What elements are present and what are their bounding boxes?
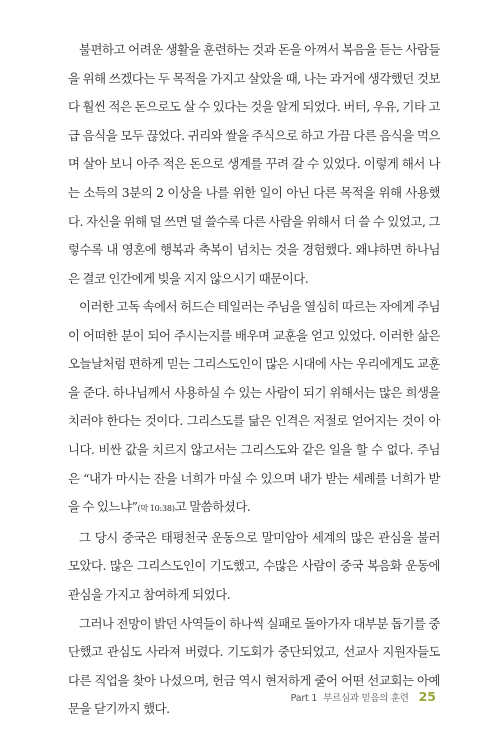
paragraph: 불편하고 어려운 생활을 훈련하는 것과 돈을 아껴서 복음을 듣는 사람들을 위해 쓰겠다는 두 목적을 가지고 살았을 때, 나는 과거에 생각했던 것보다 훨씬 적은 돈으로도 살 수 있다는 것을 알게 되었다. 버터, 우유, 기타 고급 음식을 모두 끊었다. 귀리와 쌀을 주식으로 하고 가끔 다른 음식을 먹으며 살아 보니 아주 적은 돈으로 생계를 꾸려 갈 수 있었다. 이렇게 해서 나는 소득의 3분의 2 이상을 나를 위한 일이 아닌 다른 목적을 위해 사용했다. 자신을 위해 덜 쓰면 덜 쓸수록 다른 사람을 위해서 더 쓸 수 있었고, 그렇수록 내 영혼에 행복과 축복이 넘치는 것을 경험했다. 왜냐하면 하나님은 결코 인간에게 빚을 지지 않으시기 때문이다.: [68, 42, 440, 286]
footer-part-label: Part 1: [290, 693, 318, 704]
paragraph: [68, 293, 440, 524]
footer-section-title: 부르심과 믿음의 훈련: [323, 693, 409, 704]
paragraph: 그러나 전망이 밝던 사역들이 하나씩 실패로 돌아가자 대부분 돕기를 중단했고 관심도 사라져 버렸다. 기도회가 중단되었고, 선교사 지원자들도 다른 직업을 찾아 나섰으며, 헌금 역시 현저하게 줄어 어떤 선교회는 아예 문을 닫기까지 했다.: [68, 615, 440, 717]
body-text-top: [68, 36, 440, 293]
page-number: 25: [418, 689, 436, 704]
paragraph: 그 당시 중국은 태평천국 운동으로 말미암아 세계의 많은 관심을 불러 모았다. 많은 그리스도인이 기도했고, 수많은 사람이 중국 복음화 운동에 관심을 가지고 참여하게 되었다.: [68, 529, 440, 602]
running-footer: [291, 689, 436, 704]
paragraph-text: 이러한 고독 속에서 허드슨 테일러는 주님을 열심히 따르는 자에게 주님이 어떠한 분이 되어 주시는지를 배우며 교훈을 얻고 있었다. 이러한 삶은 오늘날처럼 편하게 믿는 그리스도인이 많은 시대에 사는 우리에게도 교훈을 준다. 하나님께서 사용하실 수 있는 사람이 되기 위해서는 많은 희생을 치러야 한다는 것이다. 그리스도를 닮은 인격은 저절로 얻어지는 것이 아니다. 비싼 값을 치르지 않고서는 그리스도와 같은 일을 할 수 없다. 주님은 “내가 마시는 잔을 너희가 마실 수 있으며 내가 받는 세례를 너희가 받을 수 있느냐”: [68, 299, 440, 515]
body-text-bottom: [68, 293, 440, 724]
bible-citation: (막 10:38): [137, 504, 175, 514]
paragraph-text: 고 말씀하셨다.: [174, 499, 251, 515]
